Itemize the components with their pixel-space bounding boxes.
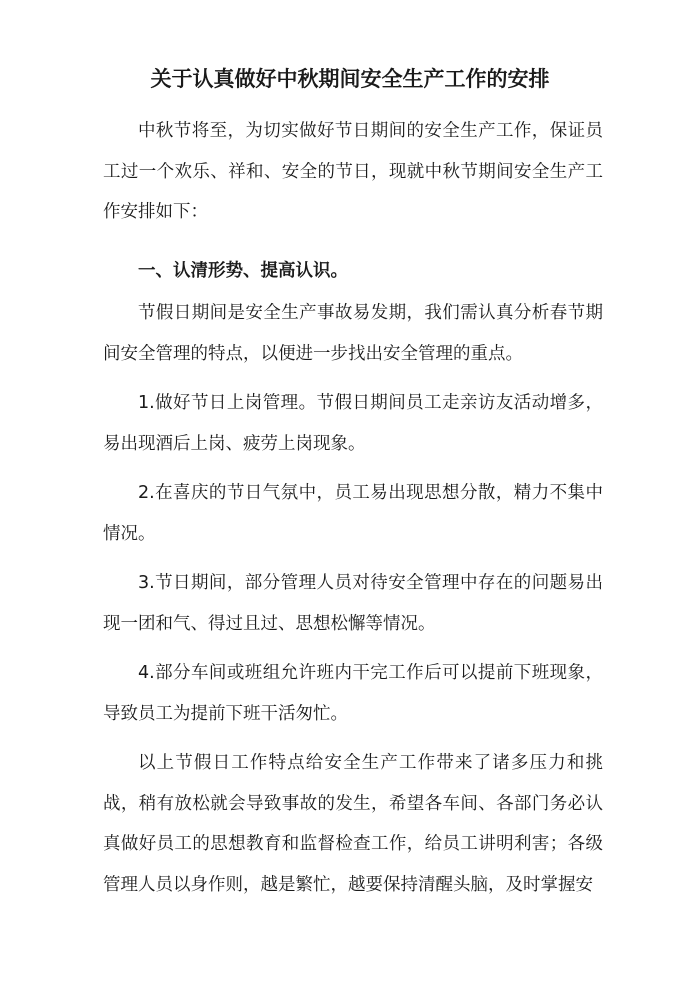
list-item-2: 2.在喜庆的节日气氛中，员工易出现思想分散，精力不集中情况。 (103, 483, 603, 544)
list-item-4: 4.部分车间或班组允许班内干完工作后可以提前下班现象，导致员工为提前下班干活匆忙。 (103, 663, 603, 724)
list-item-1: 1.做好节日上岗管理。节假日期间员工走亲访友活动增多，易出现酒后上岗、疲劳上岗现象。 (103, 393, 603, 454)
intro-paragraph: 中秋节将至，为切实做好节日期间的安全生产工作，保证员工过一个欢乐、祥和、安全的节日，现就中秋节期间安全生产工作安排如下： (103, 121, 603, 222)
list-item-3: 3.节日期间，部分管理人员对待安全管理中存在的问题易出现一团和气、得过且过、思想松懈等情况。 (103, 573, 603, 634)
section-heading-1: 一、认清形势、提高认识。 (138, 261, 348, 281)
document-title: 关于认真做好中秋期间安全生产工作的安排 (150, 67, 550, 91)
summary-paragraph: 以上节假日工作特点给安全生产工作带来了诸多压力和挑战，稍有放松就会导致事故的发生，希望各车间、各部门务必认真做好员工的思想教育和监督检查工作，给员工讲明利害；各级管理人员以身作则，越是繁忙，越要保持清醒头脑，及时掌握安 (103, 753, 603, 895)
section-1-paragraph: 节假日期间是安全生产事故易发期，我们需认真分析春节期间安全管理的特点，以便进一步找出安全管理的重点。 (103, 303, 603, 364)
